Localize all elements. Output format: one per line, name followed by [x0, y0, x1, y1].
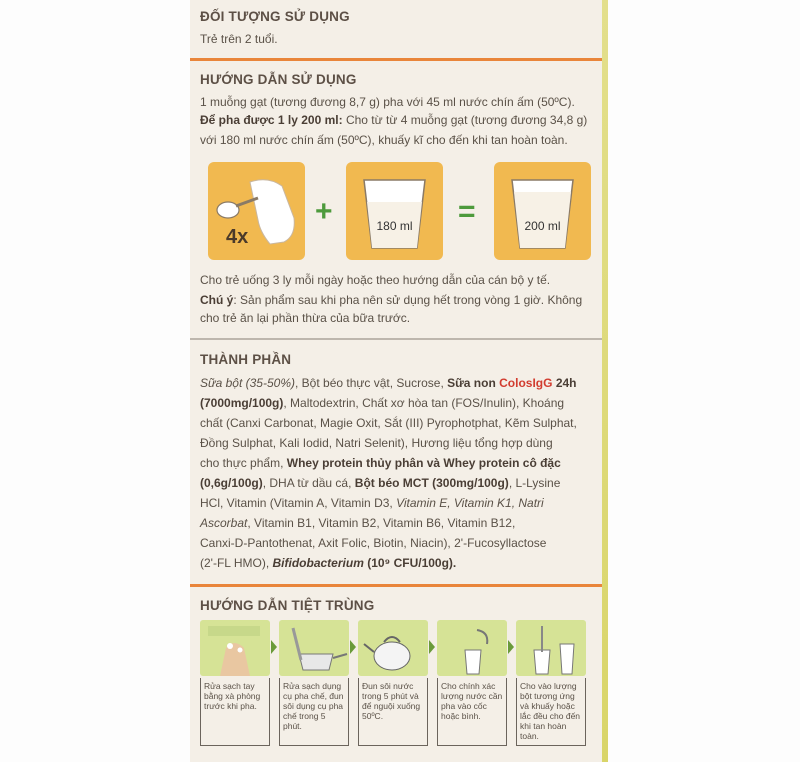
- usage-line-1: 1 muỗng gạt (tương đương 8,7 g) pha với 45 ml nước chín ấm (50ºC).: [200, 95, 575, 109]
- step-4-caption: Cho chính xác lượng nước cần pha vào cốc hoặc bình.: [437, 678, 507, 746]
- ingredients-span: , L-Lysine: [508, 476, 561, 490]
- boil-utensils-icon: [279, 620, 349, 676]
- ingredients-span: Bifidobacterium: [272, 556, 364, 570]
- step-arrow-icon: [508, 640, 514, 654]
- sterilization-heading: HƯỚNG DẪN TIỆT TRÙNG: [200, 598, 375, 613]
- step-arrow-icon: [350, 640, 356, 654]
- section-divider: [190, 58, 602, 61]
- ingredients-line-4: Đồng Sulphat, Kali Iodid, Natri Selenit), Hương liệu tổng hợp dùng: [200, 436, 553, 450]
- step-1-caption: Rửa sạch tay bằng xà phòng trước khi pha.: [200, 678, 270, 746]
- ingredients-span: Sữa bột (35-50%): [200, 376, 295, 390]
- ingredients-span: Bột béo MCT (300mg/100g): [354, 476, 509, 490]
- ingredients-span: Vitamin E, Vitamin K1, Natri: [396, 496, 544, 510]
- daily-dose-text: Cho trẻ uống 3 ly mỗi ngày hoặc theo hướng dẫn của cán bộ y tế.: [200, 273, 551, 287]
- usage-line-2: [200, 111, 600, 129]
- ingredients-line-8: [200, 514, 600, 532]
- ingredients-span: Ascorbat: [200, 516, 248, 530]
- kettle-icon: [358, 620, 428, 676]
- green-edge-stripe: [602, 0, 608, 762]
- ingredients-span: (0,6g/100g): [200, 476, 263, 490]
- ingredients-span: Sữa non: [447, 376, 500, 390]
- note-label: Chú ý: [200, 293, 234, 307]
- scoop-box: [208, 162, 305, 260]
- step-5-image: [516, 620, 586, 676]
- section-divider: [190, 338, 602, 340]
- scoops-count-label: 4x: [226, 226, 249, 248]
- step-3-caption: Đun sôi nước trong 5 phút và để nguội xuống 50ºC.: [358, 678, 428, 746]
- ingredients-line-3: chất (Canxi Carbonat, Magie Oxit, Sắt (III) Pyrophotphat, Kẽm Sulphat,: [200, 416, 577, 430]
- usage-heading: HƯỚNG DẪN SỬ DỤNG: [200, 72, 357, 87]
- pour-water-icon: [437, 620, 507, 676]
- result-cup-icon: [494, 162, 591, 260]
- ingredients-line-5: [200, 454, 600, 472]
- target-users-heading: ĐỐI TƯỢNG SỬ DỤNG: [200, 9, 350, 24]
- ingredients-span: , DHA từ dầu cá,: [262, 476, 355, 490]
- ingredients-line-2: [200, 394, 600, 412]
- water-amount-label: 180 ml: [376, 219, 413, 233]
- ingredients-line-7: [200, 494, 600, 512]
- ingredients-span: HCl, Vitamin (Vitamin A, Vitamin D3,: [200, 496, 397, 510]
- ingredients-span: , Vitamin B1, Vitamin B2, Vitamin B6, Vitamin B12,: [247, 516, 516, 530]
- ingredients-line-6: [200, 474, 600, 492]
- ingredients-span: (7000mg/100g): [200, 396, 284, 410]
- ingredients-span: cho thực phẩm,: [200, 456, 287, 470]
- step-arrow-icon: [271, 640, 277, 654]
- ingredients-span: (2'-FL HMO),: [200, 556, 273, 570]
- step-1-image: [200, 620, 270, 676]
- step-3-image: [358, 620, 428, 676]
- step-2-image: [279, 620, 349, 676]
- hand-scoop-icon: [208, 162, 305, 260]
- step-2-caption: Rửa sạch dụng cụ pha chế, đun sôi dụng cụ pha chế trong 5 phút.: [279, 678, 349, 746]
- step-5-caption: Cho vào lượng bột tương ứng và khuấy hoặc lắc đều cho đến khi tan hoàn toàn.: [516, 678, 586, 746]
- usage-line-3: với 180 ml nước chín ấm (50ºC), khuấy kĩ cho đến khi tan hoàn toàn.: [200, 133, 568, 147]
- ingredients-line-10: [200, 554, 600, 572]
- ingredients-line-1: [200, 374, 600, 392]
- background-left: [0, 0, 190, 762]
- brand-name: ColosIgG: [499, 376, 553, 390]
- note-line-1: [200, 291, 600, 309]
- result-amount-label: 200 ml: [524, 219, 561, 233]
- plus-sign: +: [315, 195, 333, 228]
- usage-line-2-bold: Để pha được 1 ly 200 ml:: [200, 113, 343, 127]
- target-users-text: Trẻ trên 2 tuổi.: [200, 32, 278, 46]
- note-line-2: cho trẻ ăn lại phần thừa của bữa trước.: [200, 311, 411, 325]
- water-box: [346, 162, 443, 260]
- step-4-image: [437, 620, 507, 676]
- equals-sign: =: [458, 195, 476, 228]
- ingredients-line-9: Canxi-D-Pantothenat, Axit Folic, Biotin, Niacin), 2'-Fucosyllactose: [200, 536, 547, 550]
- usage-line-2-rest: Cho từ từ 4 muỗng gạt (tương đương 34,8 g): [342, 113, 588, 127]
- wash-hands-icon: [200, 620, 270, 676]
- background-right: [608, 0, 800, 762]
- label-panel: [190, 0, 608, 762]
- step-arrow-icon: [429, 640, 435, 654]
- water-cup-icon: [346, 162, 443, 260]
- ingredients-span: , Bột béo thực vật, Sucrose,: [295, 376, 448, 390]
- ingredients-span: (10⁹ CFU/100g).: [363, 556, 457, 570]
- note-text: : Sản phẩm sau khi pha nên sử dụng hết trong vòng 1 giờ. Không: [233, 293, 583, 307]
- ingredients-span: 24h: [552, 376, 577, 390]
- ingredients-heading: THÀNH PHẦN: [200, 352, 292, 367]
- ingredients-span: , Maltodextrin, Chất xơ hòa tan (FOS/Inulin), Khoáng: [283, 396, 565, 410]
- result-box: [494, 162, 591, 260]
- section-divider: [190, 584, 602, 587]
- mix-powder-icon: [516, 620, 586, 676]
- ingredients-span: Whey protein thủy phân và Whey protein cô đặc: [286, 456, 561, 470]
